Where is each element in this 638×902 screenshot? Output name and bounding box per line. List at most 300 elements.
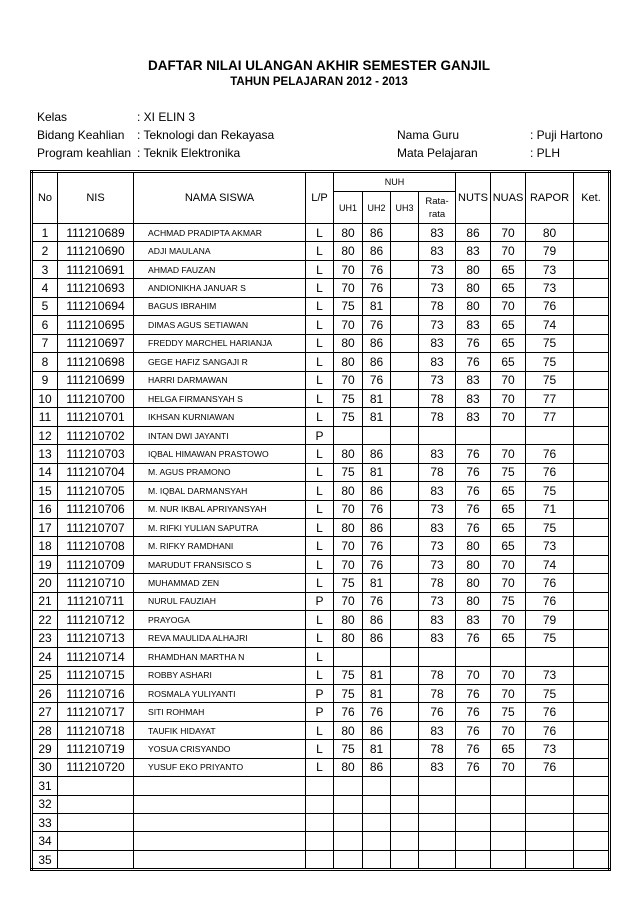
cell-ket: [574, 721, 610, 739]
cell-uh2: 86: [363, 519, 391, 537]
cell-lp: P: [306, 426, 334, 444]
cell-rapor: 76: [526, 445, 574, 463]
cell-uh3: [391, 814, 419, 832]
cell-ket: [574, 371, 610, 389]
cell-nis: [58, 814, 134, 832]
cell-nama: [134, 814, 306, 832]
cell-nama: M. RIFKI YULIAN SAPUTRA: [134, 519, 306, 537]
cell-rapor: 75: [526, 519, 574, 537]
cell-uh3: [391, 463, 419, 481]
cell-uh3: [391, 279, 419, 297]
cell-nama: HARRI DARMAWAN: [134, 371, 306, 389]
cell-ket: [574, 777, 610, 795]
cell-no: 2: [32, 242, 58, 260]
cell-nis: 111210704: [58, 463, 134, 481]
cell-ket: [574, 814, 610, 832]
cell-nama: INTAN DWI JAYANTI: [134, 426, 306, 444]
cell-rata: [419, 814, 456, 832]
cell-rapor: 74: [526, 555, 574, 573]
cell-rata: 78: [419, 684, 456, 702]
cell-uh2: [363, 832, 391, 850]
col-nuas: NUAS: [491, 172, 526, 224]
cell-uh2: 81: [363, 408, 391, 426]
cell-uh3: [391, 224, 419, 242]
cell-ket: [574, 353, 610, 371]
cell-uh3: [391, 371, 419, 389]
cell-rapor: 71: [526, 500, 574, 518]
cell-uh3: [391, 426, 419, 444]
cell-no: 16: [32, 500, 58, 518]
cell-lp: L: [306, 279, 334, 297]
cell-no: 35: [32, 850, 58, 869]
cell-nuts: 80: [456, 537, 491, 555]
cell-rata: 83: [419, 224, 456, 242]
cell-uh1: 80: [334, 629, 363, 647]
cell-nis: [58, 850, 134, 869]
table-row: [32, 666, 610, 684]
table-row: [32, 537, 610, 555]
cell-uh1: 70: [334, 592, 363, 610]
cell-nis: 111210712: [58, 611, 134, 629]
cell-rata: 73: [419, 592, 456, 610]
cell-nuas: [491, 832, 526, 850]
cell-nuts: [456, 850, 491, 869]
cell-rapor: 80: [526, 224, 574, 242]
cell-nis: 111210701: [58, 408, 134, 426]
cell-nis: 111210720: [58, 758, 134, 776]
cell-nis: 111210700: [58, 389, 134, 407]
cell-uh1: 75: [334, 408, 363, 426]
cell-uh1: 80: [334, 242, 363, 260]
cell-rata: 83: [419, 334, 456, 352]
cell-nuts: 80: [456, 260, 491, 278]
cell-nis: 111210716: [58, 684, 134, 702]
document-subtitle: TAHUN PELAJARAN 2012 - 2013: [230, 76, 408, 88]
cell-nama: ROBBY ASHARI: [134, 666, 306, 684]
cell-lp: L: [306, 371, 334, 389]
cell-uh1: 70: [334, 537, 363, 555]
cell-uh1: 80: [334, 482, 363, 500]
cell-ket: [574, 795, 610, 813]
table-row: [32, 224, 610, 242]
cell-ket: [574, 426, 610, 444]
cell-uh2: [363, 777, 391, 795]
cell-nis: 111210710: [58, 574, 134, 592]
cell-lp: L: [306, 740, 334, 758]
cell-lp: P: [306, 703, 334, 721]
cell-rata: 73: [419, 279, 456, 297]
cell-ket: [574, 463, 610, 481]
nama-guru-value: : Puji Hartono: [530, 128, 603, 142]
cell-nuts: 76: [456, 684, 491, 702]
cell-nis: 111210699: [58, 371, 134, 389]
cell-nis: 111210706: [58, 500, 134, 518]
cell-uh2: 86: [363, 353, 391, 371]
cell-uh2: [363, 795, 391, 813]
cell-lp: P: [306, 684, 334, 702]
col-lp: L/P: [306, 172, 334, 224]
cell-uh2: 86: [363, 224, 391, 242]
cell-rapor: 76: [526, 297, 574, 315]
cell-nuas: [491, 648, 526, 666]
table-row: [32, 389, 610, 407]
cell-rapor: [526, 648, 574, 666]
cell-rata: 78: [419, 666, 456, 684]
cell-lp: L: [306, 445, 334, 463]
cell-lp: L: [306, 463, 334, 481]
cell-nuts: [456, 832, 491, 850]
cell-rata: 83: [419, 758, 456, 776]
cell-uh1: [334, 832, 363, 850]
cell-nuas: 75: [491, 463, 526, 481]
cell-uh3: [391, 850, 419, 869]
cell-lp: L: [306, 555, 334, 573]
cell-nama: SITI ROHMAH: [134, 703, 306, 721]
cell-nis: [58, 832, 134, 850]
table-row: [32, 814, 610, 832]
cell-no: 7: [32, 334, 58, 352]
col-rata-line2: rata: [428, 208, 446, 220]
cell-uh1: 75: [334, 574, 363, 592]
cell-nama: ROSMALA YULIYANTI: [134, 684, 306, 702]
cell-nis: 111210694: [58, 297, 134, 315]
cell-rapor: 73: [526, 279, 574, 297]
cell-ket: [574, 592, 610, 610]
cell-no: 19: [32, 555, 58, 573]
cell-rapor: [526, 832, 574, 850]
cell-rata: 83: [419, 242, 456, 260]
cell-no: 24: [32, 648, 58, 666]
cell-rata: 83: [419, 353, 456, 371]
cell-uh1: 76: [334, 703, 363, 721]
cell-nuts: 76: [456, 482, 491, 500]
cell-no: 4: [32, 279, 58, 297]
cell-uh2: [363, 850, 391, 869]
cell-no: 6: [32, 316, 58, 334]
cell-rata: 78: [419, 297, 456, 315]
cell-nis: 111210705: [58, 482, 134, 500]
cell-rata: 78: [419, 574, 456, 592]
cell-nuts: 80: [456, 555, 491, 573]
cell-uh2: 76: [363, 316, 391, 334]
cell-nuts: [456, 795, 491, 813]
cell-no: 27: [32, 703, 58, 721]
cell-nama: NURUL FAUZIAH: [134, 592, 306, 610]
cell-ket: [574, 574, 610, 592]
cell-rata: 73: [419, 555, 456, 573]
cell-rata: 73: [419, 537, 456, 555]
table-row: [32, 703, 610, 721]
cell-nama: [134, 832, 306, 850]
cell-rapor: [526, 850, 574, 869]
table-row: [32, 721, 610, 739]
program-keahlian-value: : Teknik Elektronika: [137, 146, 241, 160]
cell-uh1: [334, 795, 363, 813]
table-row: [32, 555, 610, 573]
cell-no: 1: [32, 224, 58, 242]
cell-uh1: 70: [334, 555, 363, 573]
cell-uh1: 80: [334, 519, 363, 537]
table-row: [32, 445, 610, 463]
table-row: [32, 500, 610, 518]
cell-uh3: [391, 353, 419, 371]
cell-ket: [574, 555, 610, 573]
cell-ket: [574, 297, 610, 315]
cell-uh2: 81: [363, 684, 391, 702]
cell-uh1: [334, 426, 363, 444]
cell-ket: [574, 389, 610, 407]
cell-no: 33: [32, 814, 58, 832]
col-nama-siswa: NAMA SISWA: [134, 172, 306, 224]
table-row: [32, 592, 610, 610]
cell-ket: [574, 629, 610, 647]
cell-uh1: 75: [334, 297, 363, 315]
cell-uh1: [334, 648, 363, 666]
cell-nuas: 70: [491, 242, 526, 260]
cell-no: 11: [32, 408, 58, 426]
cell-nuts: 83: [456, 371, 491, 389]
cell-no: 20: [32, 574, 58, 592]
cell-ket: [574, 408, 610, 426]
cell-nuas: 65: [491, 740, 526, 758]
cell-rapor: 75: [526, 482, 574, 500]
mata-pelajaran-value: : PLH: [530, 146, 561, 160]
cell-ket: [574, 758, 610, 776]
cell-lp: L: [306, 242, 334, 260]
cell-uh2: 81: [363, 463, 391, 481]
table-row: [32, 482, 610, 500]
cell-no: 32: [32, 795, 58, 813]
cell-nuas: 70: [491, 555, 526, 573]
cell-uh2: 76: [363, 592, 391, 610]
cell-nama: FREDDY MARCHEL HARIANJA: [134, 334, 306, 352]
cell-lp: L: [306, 574, 334, 592]
cell-uh1: 75: [334, 463, 363, 481]
info-values-left: [137, 108, 274, 162]
cell-ket: [574, 611, 610, 629]
cell-lp: L: [306, 537, 334, 555]
cell-lp: L: [306, 297, 334, 315]
cell-nuas: [491, 777, 526, 795]
cell-nis: 111210698: [58, 353, 134, 371]
cell-nuas: 70: [491, 224, 526, 242]
cell-uh1: 70: [334, 371, 363, 389]
cell-ket: [574, 832, 610, 850]
cell-nuas: 70: [491, 721, 526, 739]
cell-nis: 111210708: [58, 537, 134, 555]
table-row: [32, 777, 610, 795]
cell-no: 9: [32, 371, 58, 389]
table-row: [32, 463, 610, 481]
cell-nuts: 76: [456, 740, 491, 758]
cell-nama: AHMAD FAUZAN: [134, 260, 306, 278]
cell-nama: [134, 777, 306, 795]
cell-nuas: 75: [491, 703, 526, 721]
cell-nama: M. RIFKY RAMDHANI: [134, 537, 306, 555]
table-row: [32, 316, 610, 334]
table-row: [32, 279, 610, 297]
cell-nis: 111210719: [58, 740, 134, 758]
cell-uh3: [391, 316, 419, 334]
mata-pelajaran-label: Mata Pelajaran: [397, 146, 478, 160]
cell-uh1: 70: [334, 279, 363, 297]
cell-uh3: [391, 334, 419, 352]
cell-nuas: 65: [491, 260, 526, 278]
cell-nis: 111210703: [58, 445, 134, 463]
cell-nuts: 76: [456, 353, 491, 371]
cell-uh2: 81: [363, 389, 391, 407]
cell-uh1: 70: [334, 316, 363, 334]
cell-nama: M. AGUS PRAMONO: [134, 463, 306, 481]
cell-uh2: 76: [363, 371, 391, 389]
cell-rata: 78: [419, 740, 456, 758]
table-row: [32, 832, 610, 850]
cell-rapor: 75: [526, 371, 574, 389]
cell-nuas: 65: [491, 629, 526, 647]
cell-uh1: 75: [334, 389, 363, 407]
cell-rata: 78: [419, 463, 456, 481]
cell-no: 30: [32, 758, 58, 776]
cell-nama: [134, 850, 306, 869]
table-row: [32, 648, 610, 666]
cell-lp: [306, 814, 334, 832]
cell-nis: 111210702: [58, 426, 134, 444]
cell-nama: MARUDUT FRANSISCO S: [134, 555, 306, 573]
cell-no: 18: [32, 537, 58, 555]
cell-uh1: 75: [334, 666, 363, 684]
cell-rata: 78: [419, 408, 456, 426]
cell-lp: L: [306, 316, 334, 334]
cell-lp: L: [306, 648, 334, 666]
cell-ket: [574, 500, 610, 518]
info-values-right: [530, 126, 603, 162]
cell-no: 5: [32, 297, 58, 315]
cell-no: 12: [32, 426, 58, 444]
cell-ket: [574, 242, 610, 260]
table-row: [32, 297, 610, 315]
cell-rata: 83: [419, 611, 456, 629]
cell-rapor: 76: [526, 721, 574, 739]
cell-no: 25: [32, 666, 58, 684]
cell-uh3: [391, 795, 419, 813]
cell-rata: 73: [419, 371, 456, 389]
kelas-label: Kelas: [37, 110, 68, 124]
cell-uh3: [391, 721, 419, 739]
cell-nis: [58, 795, 134, 813]
cell-nuts: 86: [456, 224, 491, 242]
cell-ket: [574, 740, 610, 758]
cell-nis: 111210711: [58, 592, 134, 610]
col-nuts: NUTS: [456, 172, 491, 224]
cell-no: 8: [32, 353, 58, 371]
cell-rapor: 75: [526, 353, 574, 371]
cell-ket: [574, 224, 610, 242]
cell-uh2: 86: [363, 758, 391, 776]
cell-uh3: [391, 555, 419, 573]
cell-nuts: 83: [456, 611, 491, 629]
cell-ket: [574, 260, 610, 278]
cell-uh3: [391, 519, 419, 537]
table-row: [32, 334, 610, 352]
cell-nuts: 80: [456, 574, 491, 592]
cell-no: 29: [32, 740, 58, 758]
cell-uh1: 70: [334, 500, 363, 518]
cell-lp: L: [306, 408, 334, 426]
cell-nuas: 65: [491, 537, 526, 555]
cell-nis: 111210690: [58, 242, 134, 260]
cell-nuas: 75: [491, 592, 526, 610]
cell-nuas: [491, 850, 526, 869]
cell-uh2: 86: [363, 445, 391, 463]
cell-nuas: 65: [491, 500, 526, 518]
cell-rapor: 79: [526, 611, 574, 629]
cell-nuts: 76: [456, 629, 491, 647]
cell-nama: [134, 795, 306, 813]
col-nis: NIS: [58, 172, 134, 224]
table-row: [32, 574, 610, 592]
cell-no: 31: [32, 777, 58, 795]
cell-no: 15: [32, 482, 58, 500]
col-rata-rata: [419, 192, 456, 224]
cell-uh1: 80: [334, 721, 363, 739]
cell-rapor: 73: [526, 666, 574, 684]
cell-nama: REVA MAULIDA ALHAJRI: [134, 629, 306, 647]
cell-nuas: 70: [491, 574, 526, 592]
cell-no: 14: [32, 463, 58, 481]
cell-uh1: 80: [334, 334, 363, 352]
cell-nama: IQBAL HIMAWAN PRASTOWO: [134, 445, 306, 463]
cell-nis: 111210715: [58, 666, 134, 684]
cell-rapor: 79: [526, 242, 574, 260]
cell-nuts: 76: [456, 334, 491, 352]
cell-rata: [419, 832, 456, 850]
cell-nuas: 70: [491, 666, 526, 684]
cell-rata: [419, 648, 456, 666]
cell-nis: 111210695: [58, 316, 134, 334]
cell-lp: L: [306, 721, 334, 739]
cell-uh3: [391, 703, 419, 721]
cell-nuas: 65: [491, 316, 526, 334]
cell-no: 23: [32, 629, 58, 647]
cell-lp: L: [306, 482, 334, 500]
cell-nuts: 76: [456, 721, 491, 739]
cell-no: 17: [32, 519, 58, 537]
cell-nuts: 83: [456, 408, 491, 426]
cell-uh3: [391, 260, 419, 278]
cell-rapor: 77: [526, 389, 574, 407]
cell-uh3: [391, 297, 419, 315]
cell-nuas: [491, 795, 526, 813]
cell-no: 28: [32, 721, 58, 739]
col-rapor: RAPOR: [526, 172, 574, 224]
cell-uh3: [391, 832, 419, 850]
col-uh3: UH3: [391, 192, 419, 224]
col-ket: Ket.: [574, 172, 610, 224]
cell-uh3: [391, 758, 419, 776]
cell-rata: 83: [419, 445, 456, 463]
cell-uh2: 76: [363, 555, 391, 573]
cell-rapor: [526, 795, 574, 813]
cell-rapor: [526, 777, 574, 795]
cell-nuas: [491, 814, 526, 832]
cell-no: 22: [32, 611, 58, 629]
cell-nama: TAUFIK HIDAYAT: [134, 721, 306, 739]
cell-rapor: 76: [526, 758, 574, 776]
cell-ket: [574, 279, 610, 297]
cell-rapor: 74: [526, 316, 574, 334]
cell-rata: [419, 777, 456, 795]
cell-uh3: [391, 684, 419, 702]
